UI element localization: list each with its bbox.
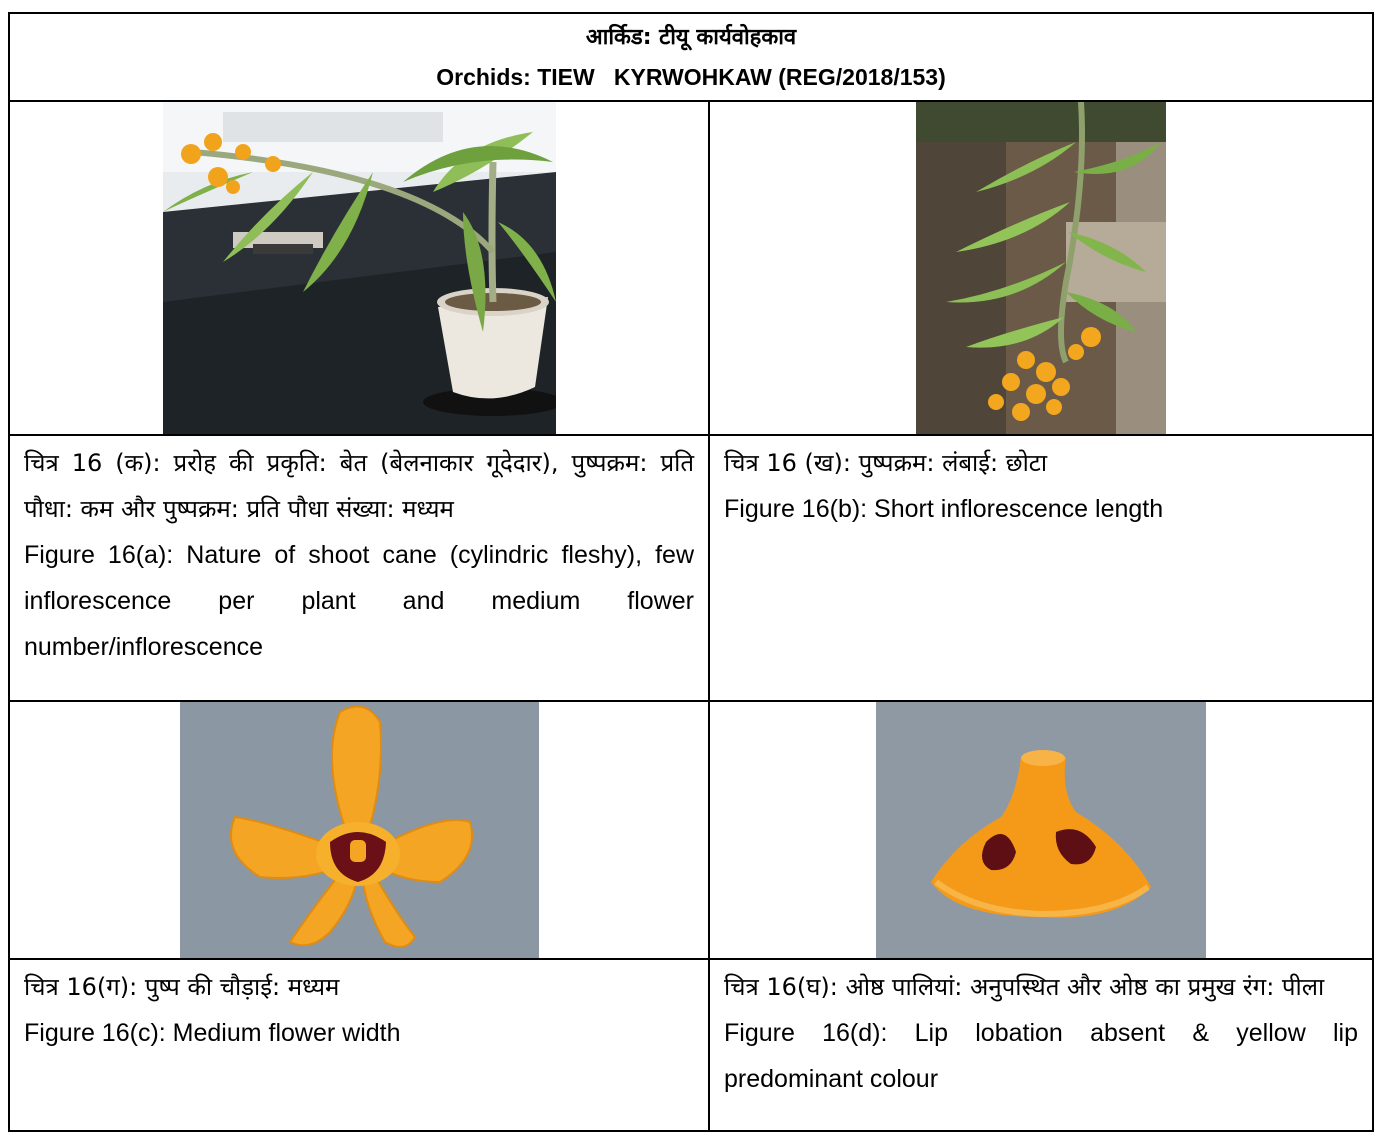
- photo-cell-c: [9, 701, 709, 959]
- caption-hindi-c: चित्र 16(ग): पुष्प की चौड़ाई: मध्यम: [24, 973, 340, 1001]
- caption-hindi-a: चित्र 16 (क): प्ररोह की प्रकृति: बेत (बेलनाकार गूदेदार), पुष्पक्रम: प्रति पौधा: कम और पुष्पक्रम: प्रति पौधा संख्या: मध्यम: [24, 449, 694, 523]
- caption-english-a: Figure 16(a): Nature of shoot cane (cylindric fleshy), few inflorescence per plant and medium flower number/inflorescence: [24, 541, 694, 661]
- caption-hindi-d: चित्र 16(घ): ओष्ठ पालियां: अनुपस्थित और ओष्ठ का प्रमुख रंग: पीला: [724, 973, 1325, 1001]
- title-english: Orchids: TIEW KYRWOHKAW (REG/2018/153): [436, 64, 946, 90]
- photo-lip: [876, 702, 1206, 958]
- title-cell: [9, 13, 1373, 101]
- caption-english-b: Figure 16(b): Short inflorescence length: [724, 495, 1164, 523]
- photo-cell-d: [709, 701, 1373, 959]
- figure-table: [8, 12, 1374, 1132]
- caption-cell-c: [9, 959, 709, 1131]
- caption-cell-b: [709, 435, 1373, 701]
- photo-inflorescence: [916, 102, 1166, 434]
- caption-english-c: Figure 16(c): Medium flower width: [24, 1019, 401, 1047]
- photo-cell-a: [9, 101, 709, 435]
- photo-cell-b: [709, 101, 1373, 435]
- caption-cell-d: [709, 959, 1373, 1131]
- caption-cell-a: [9, 435, 709, 701]
- photo-flower-front: [180, 702, 539, 958]
- title-hindi: आर्किड: टीयू कार्यवोहकाव: [585, 25, 797, 50]
- caption-hindi-b: चित्र 16 (ख): पुष्पक्रम: लंबाई: छोटा: [724, 449, 1048, 477]
- caption-english-d: Figure 16(d): Lip lobation absent & yellow lip predominant colour: [724, 1019, 1359, 1093]
- photo-shoot-cane: [163, 102, 556, 434]
